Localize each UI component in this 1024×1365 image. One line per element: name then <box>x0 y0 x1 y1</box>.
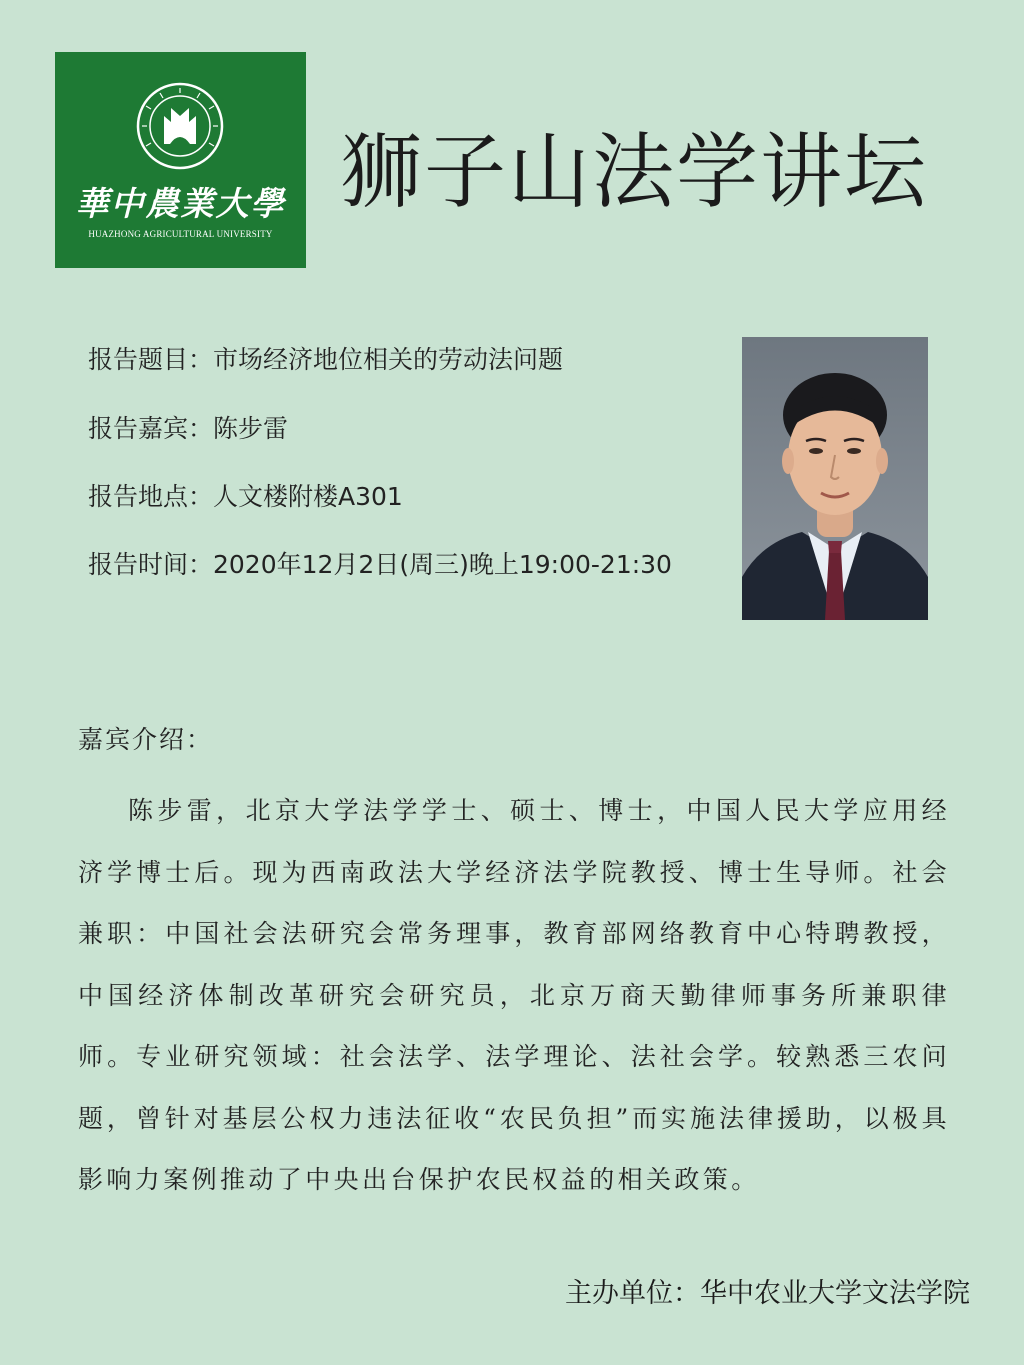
page-title: 狮子山法学讲坛 <box>340 125 929 220</box>
report-speaker: 报告嘉宾：陈步雷 <box>88 414 289 443</box>
university-logo <box>55 52 306 268</box>
organizer: 主办单位：华中农业大学文法学院 <box>565 1278 970 1309</box>
speaker-portrait-icon <box>742 337 928 620</box>
logo-name-cn: 華中農業大學 <box>75 184 286 223</box>
speaker-photo <box>742 337 928 620</box>
report-topic: 报告题目：市场经济地位相关的劳动法问题 <box>88 345 564 374</box>
bio-heading: 嘉宾介绍： <box>78 725 214 754</box>
bio-text: 陈步雷，北京大学法学学士、硕士、博士，中国人民大学应用经济学博士后。现为西南政法大学经济法学院教授、博士生导师。社会兼职：中国社会法研究会常务理事，教育部网络教育中心特聘教授，中国经济体制改革研究会研究员，北京万商天勤律师事务所兼职律师。专业研究领域：社会法学、法学理论、法社会学。较熟悉三农问题，曾针对基层公权力违法征收“农民负担”而实施法律援助，以极具影响力案例推动了中央出台保护农民权益的相关政策。 <box>78 796 950 1194</box>
logo-name-en: HUAZHONG AGRICULTURAL UNIVERSITY <box>88 229 273 239</box>
report-time: 报告时间：2020年12月2日(周三)晚上19:00-21:30 <box>88 550 672 579</box>
report-location: 报告地点：人文楼附楼A301 <box>88 482 403 511</box>
